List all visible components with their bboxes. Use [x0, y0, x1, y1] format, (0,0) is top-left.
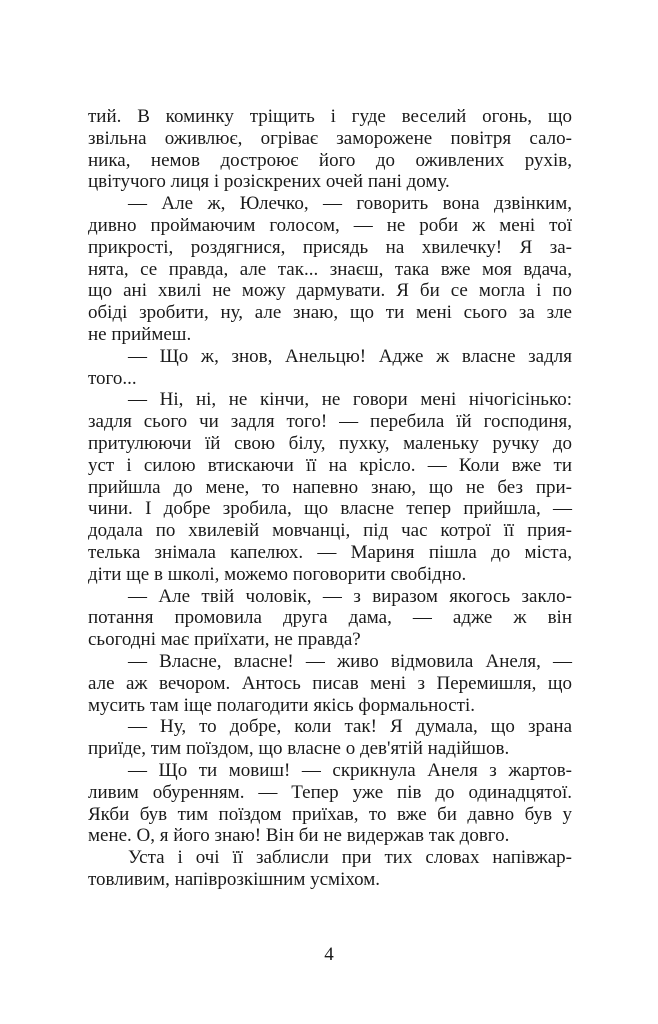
text-line: що ані хвилі не можу дармувати. Я би се могла і по: [88, 280, 572, 302]
text-line: приїде, тим поїздом, що власне о дев'ятій надійшов.: [88, 738, 510, 760]
text-line: — Власне, власне! — живо відмовила Анеля, —: [128, 650, 572, 672]
text-line: мусить там іще полагодити якісь формальності.: [88, 694, 476, 716]
text-line: — Що ж, знов, Анельцю! Адже ж власне задля: [128, 345, 572, 367]
text-line: того...: [88, 367, 137, 389]
text-line: дивно проймаючим голосом, — не роби ж мені тої: [88, 214, 572, 236]
text-line: прийшла до мене, то напевно знаю, що не без при-: [88, 476, 572, 498]
text-line: — Ну, то добре, коли так! Я думала, що зрана: [128, 716, 572, 738]
page-body-text: [88, 106, 572, 891]
text-line: ника, немов достроює його до оживлених рухів,: [88, 149, 572, 171]
text-line: чини. І добре зробила, що власне тепер прийшла, —: [88, 498, 572, 520]
text-line: прикрості, роздягнися, присядь на хвилечку! Я за-: [88, 236, 572, 258]
text-line: нята, се правда, але так... знаєш, така вже моя вдача,: [88, 258, 572, 280]
text-line: сьогодні має приїхати, не правда?: [88, 629, 361, 651]
text-line: — Ні, ні, не кінчи, не говори мені нічогісінько:: [128, 389, 572, 411]
text-line: діти ще в школі, можемо поговорити свобідно.: [88, 563, 467, 585]
text-line: ливим обуренням. — Тепер уже пів до одинадцятої.: [88, 781, 572, 803]
text-line: тий. В коминку тріщить і гуде веселий огонь, що: [88, 106, 572, 127]
text-line: задля сього чи задля того! — перебила їй господиня,: [88, 411, 572, 433]
text-line: — Але твій чоловік, — з виразом якогось закло-: [128, 585, 572, 607]
text-line: звільна оживлює, огріває заморожене повітря сало-: [88, 127, 572, 149]
text-line: — Що ти мовиш! — скрикнула Анеля з жартов-: [128, 759, 572, 781]
text-line: притулюючи їй свою білу, пухку, маленьку ручку до: [88, 432, 572, 454]
text-line: додала по хвилевій мовчанці, під час котрої її прия-: [88, 520, 572, 542]
text-line: обіді зробити, ну, але знаю, що ти мені сього за зле: [88, 302, 572, 324]
page-number: 4: [324, 944, 334, 965]
text-line: — Але ж, Юлечко, — говорить вона дзвінким,: [128, 193, 572, 215]
text-line: уст і силою втискаючи її на крісло. — Коли вже ти: [88, 454, 572, 476]
text-line: але аж вечором. Антось писав мені з Перемишля, що: [88, 672, 572, 694]
text-line: Якби був тим поїздом приїхав, то вже би давно був у: [88, 803, 572, 825]
text-line: товливим, напіврозкішним усміхом.: [88, 868, 381, 890]
text-line: телька знімала капелюх. — Мариня пішла до міста,: [88, 541, 572, 563]
text-line: цвітучого лиця і розіскрених очей пані дому.: [88, 171, 450, 193]
text-line: Уста і очі її заблисли при тих словах напівжар-: [128, 847, 572, 869]
text-line: не приймеш.: [88, 323, 192, 345]
text-line: мене. О, я його знаю! Він би не видержав так довго.: [88, 825, 510, 847]
text-line: потання промовила друга дама, — адже ж він: [88, 607, 572, 629]
